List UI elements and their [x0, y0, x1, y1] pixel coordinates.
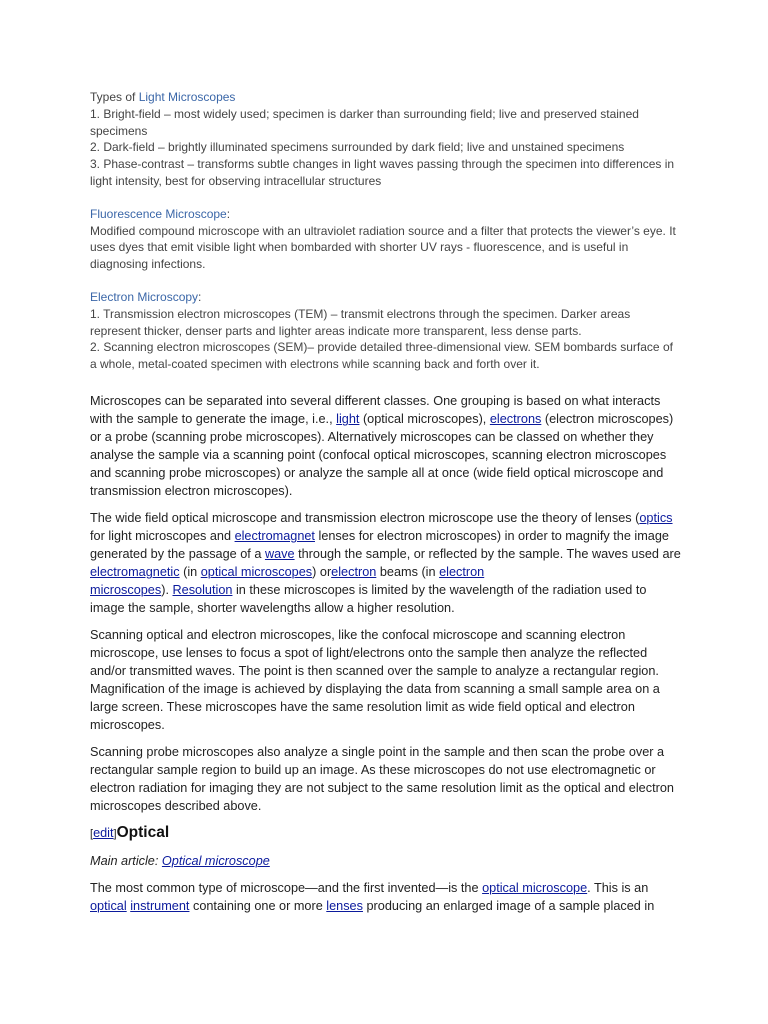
- paragraph-classes: [90, 392, 682, 500]
- text-run: (electron microscopes) or a probe (scanning probe microscopes). Alternatively microscopes can be classed on whether they analyse the sample via a scanning point (confocal optical microscopes, scanning electron microscopes and scanning probe microscopes) or analyze the sample all at once (wide field optical microscope and transmission electron microscopes).: [90, 411, 674, 498]
- list-item: 1. Transmission electron microscopes (TEM) – transmit electrons through the specimen. Darker areas represent thicker, denser parts and lighter areas indicate more transparent, less dense parts.: [90, 306, 631, 338]
- text-run: ) or: [312, 564, 332, 579]
- edit-link[interactable]: edit: [93, 825, 114, 840]
- document-page: [90, 89, 682, 924]
- text-run: in these microscopes is limited by the wavelength of the radiation used to image the sample, shorter wavelengths allow a higher resolution.: [90, 582, 647, 615]
- light-microscopes-heading: [90, 89, 682, 106]
- edit-bracket-close: ]: [113, 827, 117, 840]
- text-run: The wide field optical microscope and transmission electron microscope use the theory of lenses (: [90, 510, 640, 525]
- electron-title: Electron Microscopy: [90, 289, 199, 304]
- list-item: 2. Dark-field – brightly illuminated specimens surrounded by dark field; live and unstained specimens: [90, 140, 625, 155]
- link-light[interactable]: light: [336, 411, 360, 426]
- paragraph-scanning-probe: Scanning probe microscopes also analyze a single point in the sample and then scan the probe over a rectangular sample region to build up an image. As these microscopes do not use electromagnetic or electron radiation for imaging they are not subject to the same resolution limit as the optical and electron microscopes described above.: [90, 744, 674, 813]
- text-run: beams (in: [376, 564, 440, 579]
- fluorescence-title: Fluorescence Microscope: [90, 206, 227, 221]
- text-run: (optical microscopes),: [359, 411, 490, 426]
- text-run: lenses for electron microscopes) in order to magnify the image generated by the passage of a: [90, 528, 669, 561]
- link-optics[interactable]: optics: [639, 510, 673, 525]
- link-instrument[interactable]: instrument: [130, 898, 190, 913]
- link-resolution[interactable]: Resolution: [172, 582, 233, 597]
- fluorescence-section: [90, 206, 682, 273]
- heading-prefix: Types of: [90, 90, 139, 104]
- link-optical-microscope[interactable]: optical microscope: [482, 880, 588, 895]
- list-item: 2. Scanning electron microscopes (SEM)– provide detailed three-dimensional view. SEM bombards surface of a whole, metal-coated specimen with electrons while scanning back and forth over it.: [90, 340, 673, 372]
- link-electromagnet[interactable]: electromagnet: [234, 528, 315, 543]
- link-lenses[interactable]: lenses: [326, 898, 363, 913]
- paragraph-optical-intro: [90, 879, 682, 915]
- list-item: 1. Bright-field – most widely used; specimen is darker than surrounding field; live and preserved stained specimens: [90, 106, 639, 138]
- text-run: ).: [161, 582, 173, 597]
- section-heading-optical: [90, 824, 682, 843]
- section-title-optical: Optical: [116, 823, 170, 841]
- link-electron-microscopes-part2[interactable]: microscopes: [90, 582, 162, 597]
- text-run: producing an enlarged image of a sample placed in: [362, 898, 655, 913]
- link-optical-microscopes[interactable]: optical microscopes: [200, 564, 313, 579]
- link-electrons[interactable]: electrons: [489, 411, 542, 426]
- main-article-label: Main article:: [90, 853, 162, 868]
- list-item: 3. Phase-contrast – transforms subtle changes in light waves passing through the specimen into differences in light intensity, best for observing intracellular structures: [90, 157, 675, 188]
- paragraph-wide-field: [90, 509, 682, 617]
- electron-section: [90, 289, 682, 373]
- text-run: for light microscopes and: [90, 528, 235, 543]
- heading-colon: :: [198, 289, 202, 304]
- text-run: (in: [179, 564, 201, 579]
- text-run: containing one or more: [189, 898, 327, 913]
- link-electron[interactable]: electron: [331, 564, 377, 579]
- paragraph-scanning-optical: Scanning optical and electron microscopes, like the confocal microscope and scanning electron microscope, use lenses to focus a spot of light/electrons onto the sample then analyze the reflected and/or transmitted waves. The point is then scanned over the sample to analyze a rectangular region. Magnification of the image is achieved by displaying the data from scanning a small sample area on a large screen. These microscopes have the same resolution limit as wide field optical and electron microscopes.: [90, 627, 660, 732]
- edit-bracket-open: [: [90, 827, 94, 840]
- link-wave[interactable]: wave: [264, 546, 295, 561]
- link-optical[interactable]: optical: [90, 898, 127, 913]
- wiki-article: [90, 392, 682, 915]
- text-run: The most common type of microscope—and the first invented—is the: [90, 880, 483, 895]
- fluorescence-text: Modified compound microscope with an ultraviolet radiation source and a filter that protects the viewer’s eye. It uses dyes that emit visible light when bombarded with shorter UV rays - fluorescence, and is useful in diagnosing infections.: [90, 223, 676, 272]
- fluorescence-heading: [90, 206, 682, 223]
- link-electron-microscopes-part1[interactable]: electron: [439, 564, 485, 579]
- main-article-note: [90, 852, 682, 870]
- text-run: Microscopes can be separated into several different classes. One grouping is based on what interacts with the sample to generate the image, i.e.,: [90, 393, 661, 426]
- text-run: through the sample, or reflected by the sample. The waves used are: [294, 546, 681, 561]
- light-microscopes-section: [90, 89, 682, 190]
- link-electromagnetic[interactable]: electromagnetic: [90, 564, 180, 579]
- link-optical-microscope-main[interactable]: Optical microscope: [161, 853, 270, 868]
- electron-heading: [90, 289, 682, 306]
- text-run: . This is an: [587, 880, 649, 895]
- light-microscopes-title: Light Microscopes: [138, 90, 236, 104]
- heading-colon: :: [226, 206, 231, 221]
